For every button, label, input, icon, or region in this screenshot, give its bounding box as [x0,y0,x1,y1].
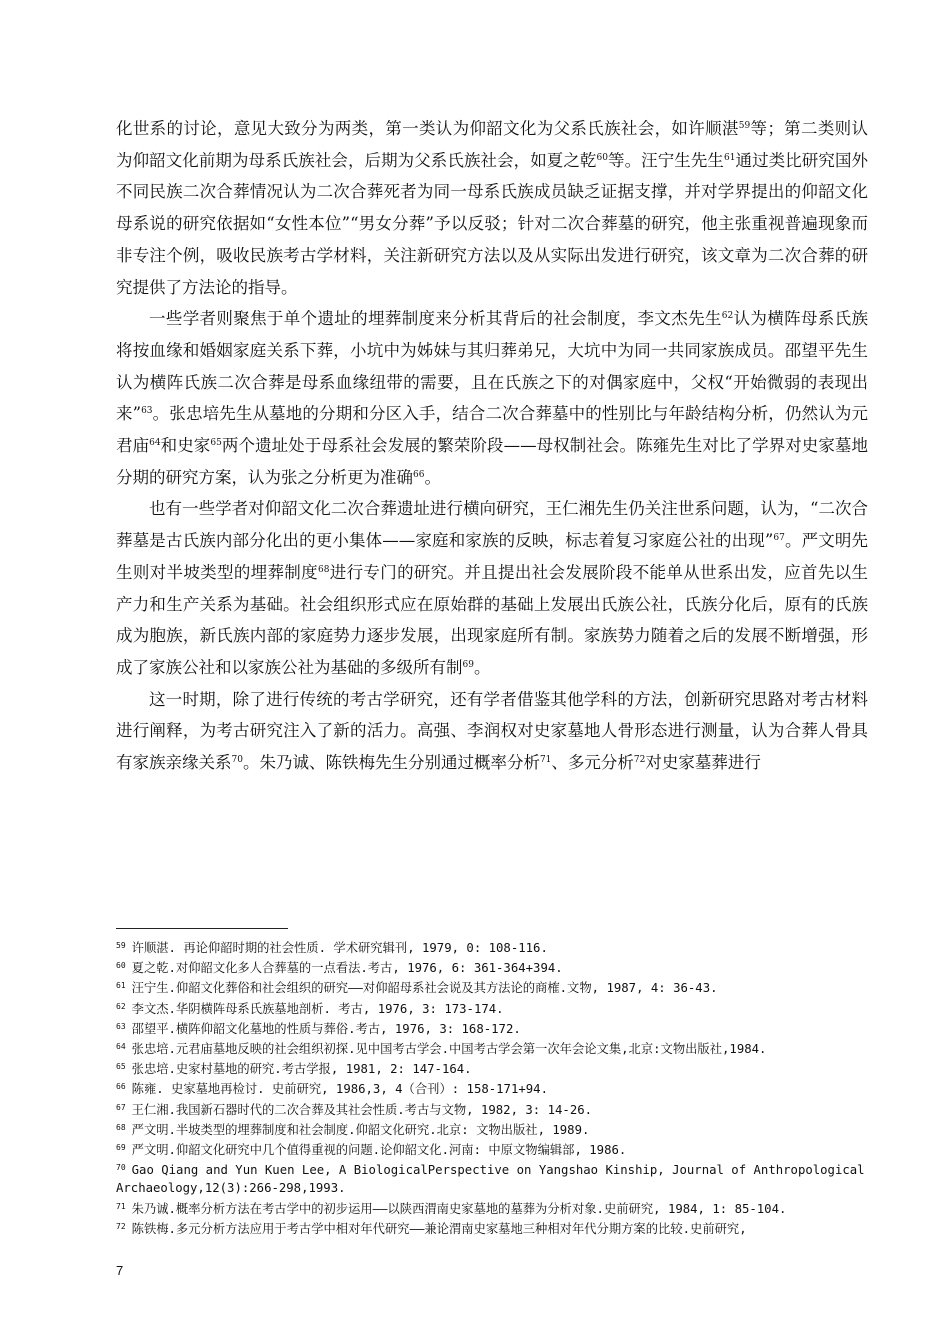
footnote-text: 夏之乾.对仰韶文化多人合葬墓的一点看法.考古, 1976, 6: 361-364+394. [131,961,563,976]
footnote-text: 严文明.半坡类型的埋葬制度和社会制度.仰韶文化研究.北京: 文物出版社, 1989. [131,1122,590,1137]
footnote-number: 68 [116,1122,126,1132]
footnote-text: 张忠培.史家村墓地的研究.考古学报, 1981, 2: 147-164. [131,1062,472,1077]
footnote-ref: 69 [462,659,474,670]
paragraph-text: 进行专门的研究。并且提出社会发展阶段不能单从世系出发，应首先以生产力和生产关系为基础。社会组织形式应在原始群的基础上发展出氏族公社，氏族分化后，原有的氏族成为胞族，新氏族内部的家庭势力逐步发展，出现家庭所有制。家族势力随着之后的发展不断增强，形成了家族公社和以家族公社为基础的多级所有制 [116,562,869,677]
paragraph-text: 。朱乃诚、陈铁梅先生分别通过概率分析 [242,753,540,773]
paragraph-text: 两个遗址处于母系社会发展的繁荣阶段——母权制社会。陈雍先生对比了学界对史家墓地分期的研究方案，认为张之分析更为准确 [116,436,868,487]
footnote [116,1139,868,1159]
footnote-ref: 60 [596,152,608,163]
footnote-text: 朱乃诚.概率分析方法在考古学中的初步运用——以陕西渭南史家墓地的墓葬为分析对象.史前研究, 1984, 1: 85-104. [131,1201,787,1216]
footnote [116,1119,868,1139]
footnote-number: 59 [116,941,126,950]
paragraph [116,493,868,683]
footnote-number: 70 [116,1163,126,1173]
footnote-ref: 62 [721,311,734,322]
footnote-number: 72 [116,1221,126,1231]
paragraph-text: 化世系的讨论，意见大致分为两类，第一类认为仰韶文化为父系氏族社会，如许顺湛 [116,119,739,138]
footnote [116,977,868,997]
paragraph-text: 一些学者则聚焦于单个遗址的埋葬制度来分析其背后的社会制度，李文杰先生 [149,309,722,329]
paragraph-text: 通过类比研究国外不同民族二次合葬情况认为二次合葬死者为同一母系氏族成员缺乏证据支撑，并对学界提出的仰韶文化母系说的研究依据如“女性本位”“男女分葬”予以反驳；针对二次合葬墓的研究，他主张重视普遍现象而非专注个例，吸收民族考古学材料，关注新研究方法以及从实际出发进行研究，该文章为二次合葬的研究提供了方法论的指导。 [116,150,869,297]
footnote-ref: 59 [738,121,751,131]
paragraph-text: 和史家 [160,436,211,456]
footnotes [116,937,868,1238]
footnote-ref: 66 [413,469,425,480]
footnote [116,1038,868,1058]
footnote [116,957,868,977]
paragraph-text: 。严文明先生则对半坡类型的埋葬制度 [116,531,869,582]
paragraph-text: 等；第二类则认为仰韶文化前期为母系氏族社会，后期为父系氏族社会，如夏之乾 [116,119,869,170]
paragraph [116,684,868,779]
footnote [116,1099,868,1119]
footnote-number: 66 [116,1082,126,1092]
footnote-number: 63 [116,1021,126,1031]
footnote-text: 王仁湘.我国新石器时代的二次合葬及其社会性质.考古与文物, 1982, 3: 14-26. [131,1102,593,1117]
paragraph-text: 。 [424,467,441,487]
paragraph-text: 等。汪宁生先生 [607,150,725,170]
footnote-ref: 63 [141,406,153,417]
paragraph-text: 这一时期，除了进行传统的考古学研究，还有学者借鉴其他学科的方法，创新研究思路对考古材料进行阐释，为考古研究注入了新的活力。高强、李润权对史家墓地人骨形态进行测量，认为合葬人骨具有家族亲缘关系 [116,689,868,773]
paragraph-text: 、多元分析 [551,753,634,773]
footnote-text: 陈铁梅.多元分析方法应用于考古学中相对年代研究——兼论渭南史家墓地三种相对年代分期方案的比较.史前研究, [131,1221,747,1236]
footnote-ref: 65 [210,438,222,449]
footnote [116,1078,868,1098]
footnote-ref: 72 [633,755,646,766]
footnote-ref: 61 [724,152,736,163]
footnote [116,998,868,1018]
footnote-text: 汪宁生.仰韶文化葬俗和社会组织的研究——对仰韶母系社会说及其方法论的商榷.文物, 1987, 4: 36-43. [131,981,718,996]
body-text [116,113,868,779]
footnote-text: 许顺湛. 再论仰韶时期的社会性质. 学术研究辑刊, 1979, 0: 108-116. [131,941,548,955]
footnote-number: 67 [116,1102,126,1112]
footnote-number: 61 [116,981,126,991]
footnote-text: Gao Qiang and Yun Kuen Lee, A BiologicalPerspective on Yangshao Kinship, Journal of Anthropological Archaeology,12(3):266-298,1993. [116,1163,865,1196]
paragraph-text: 对史家墓葬进行 [645,753,761,773]
footnote-separator [116,928,288,929]
footnote-text: 严文明.仰韶文化研究中几个值得重视的问题.论仰韶文化.河南: 中原文物编辑部, 1986. [131,1143,627,1158]
footnote-text: 张忠培.元君庙墓地反映的社会组织初探.见中国考古学会.中国考古学会第一次年会论文集,北京:文物出版社,1984. [131,1042,767,1057]
footnote-ref: 64 [149,438,161,449]
footnote-ref: 71 [539,755,552,766]
footnote-text: 邵望平.横阵仰韶文化墓地的性质与葬俗.考古, 1976, 3: 168-172. [131,1021,521,1036]
footnote [116,1018,868,1038]
footnote-ref: 67 [773,533,785,544]
footnote [116,1159,868,1197]
footnote-number: 65 [116,1062,126,1072]
footnote-ref: 70 [231,755,243,766]
footnote-text: 李文杰.华阴横阵母系氏族墓地剖析. 考古, 1976, 3: 173-174. [131,1001,504,1016]
paragraph-text: 认为横阵母系氏族将按血缘和婚姻家庭关系下葬，小坑中为姊妹与其归葬弟兄，大坑中为同一共同家族成员。邵望平先生认为横阵氏族二次合葬是母系血缘纽带的需要，且在氏族之下的对偶家庭中，父权“开始微弱的表现出来” [116,309,869,424]
footnote-number: 71 [116,1201,126,1211]
footnote [116,1198,868,1218]
footnote-number: 64 [116,1042,126,1052]
footnote [116,937,868,957]
page-number: 7 [116,1263,124,1278]
footnote-ref: 68 [317,564,330,575]
paragraph [116,113,868,303]
footnote [116,1218,868,1238]
paragraph-text: 。张忠培先生从墓地的分期和分区入手，结合二次合葬墓中的性别比与年龄结构分析，仍然认为元君庙 [116,404,869,456]
paragraph-text: 也有一些学者对仰韶文化二次合葬遗址进行横向研究，王仁湘先生仍关注世系问题，认为，“二次合葬墓是古氏族内部分化出的更小集体——家庭和家族的反映，标志着复习家庭公社的出现” [116,499,868,551]
footnote-text: 陈雍. 史家墓地再检讨. 史前研究, 1986,3, 4（合刊）: 158-171+94. [131,1082,548,1097]
footnote-number: 60 [116,961,126,971]
paragraph-text: 。 [473,657,491,677]
footnote-number: 62 [116,1001,126,1011]
paragraph [116,303,868,493]
footnote [116,1058,868,1078]
footnote-number: 69 [116,1143,126,1153]
